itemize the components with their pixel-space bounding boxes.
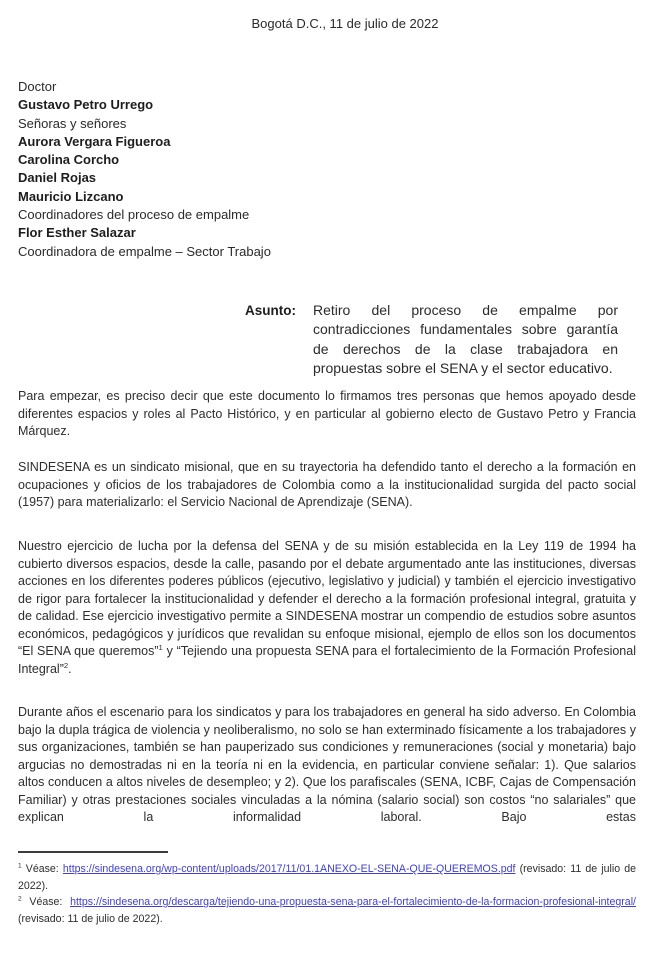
footnote-2-link[interactable]: https://sindesena.org/descarga/tejiendo-una-propuesta-sena-para-el-fortalecimiento-de-la-formacion-profesional-integral/: [70, 896, 636, 909]
recipient-line: Coordinadores del proceso de empalme: [18, 207, 250, 223]
paragraph-text: Nuestro ejercicio de lucha por la defensa del SENA y de su misión establecida en la Ley 119 de 1994 ha cubierto diversos espacios, desde la calle, pasando por el debate argumentado ante las instituciones, diversas acciones en los diferentes poderes públicos (ejecutivo, legislativo y judicial) y también el ejercicio investigativo de rigor para fortalecer la institucionalidad y defender el derecho a la formación profesional integral, gratuita y de calidad. Ese ejercicio investigativo permite a SINDESENA mostrar un compendio de estudios sobre asuntos económicos, pedagógicos y jurídicos que revalidan su enfoque misional, ejemplo de ellos son los documentos “El SENA que queremos”: [18, 539, 636, 658]
footnote-separator: [18, 851, 168, 853]
footnote-ref-2: 2: [63, 660, 69, 670]
footnote-2: [18, 894, 636, 927]
paragraph-text: y “Tejiendo una propuesta SENA para el fortalecimiento de la Formación Profesional Integral”: [18, 644, 636, 676]
footnote-ref-1: 1: [158, 642, 163, 652]
footnote-prefix: Véase:: [21, 863, 63, 875]
body-paragraph-4: [18, 704, 636, 827]
footnote-suffix: (revisado: 11 de julio de 2022).: [18, 863, 636, 892]
recipient-line: Daniel Rojas: [18, 170, 97, 186]
recipient-line: Aurora Vergara Figueroa: [18, 133, 171, 149]
paragraph-text: Durante años el escenario para los sindicatos y para los trabajadores en general ha sido adverso. En Colombia bajo la dupla trágica de violencia y neoliberalismo, no solo se han exterminado físicamente a los trabajadores y sus organizaciones, también se han pauperizado sus condiciones y remuneraciones (social y monetaria) bajo argucias no demostradas ni en la teoría ni en la evidencia, en particular conviene señalar: 1). Que salarios altos conducen a altos niveles de desempleo; y 2). Que los parafiscales (SENA, ICBF, Cajas de Compensación Familiar) y otras prestaciones sociales vinculadas a la nómina (salario social) son costos “no salariales” que explican la informalidad laboral. Bajo estas: [18, 705, 636, 824]
recipient-line: Coordinadora de empalme – Sector Trabajo: [18, 243, 271, 259]
recipient-line: Señoras y señores: [18, 115, 127, 131]
subject-block: [245, 301, 618, 378]
footnotes-block: [18, 861, 636, 927]
recipient-line: Doctor: [18, 79, 57, 94]
body-paragraph-2: [18, 459, 636, 512]
recipient-line: Mauricio Lizcano: [18, 188, 124, 204]
date-line: Bogotá D.C., 11 de julio de 2022: [251, 16, 439, 31]
footnote-suffix: (revisado: 11 de julio de 2022).: [18, 912, 163, 925]
body-paragraph-3: [18, 538, 636, 678]
footnote-marker: 2: [18, 895, 22, 903]
body-paragraph-1: [18, 388, 636, 441]
footnote-prefix: Véase:: [21, 896, 71, 909]
footnote-1-link[interactable]: https://sindesena.org/wp-content/uploads/2017/11/01.1ANEXO-EL-SENA-QUE-QUEREMOS.pdf: [62, 863, 516, 875]
recipient-line: Gustavo Petro Urrego: [18, 97, 154, 113]
paragraph-text: .: [68, 661, 72, 676]
subject-text: Retiro del proceso de empalme por contradicciones fundamentales sobre garantía de derechos de la clase trabajadora en propuestas sobre el SENA y el sector educativo.: [313, 302, 618, 376]
recipient-block: [18, 78, 271, 261]
footnote-1: [18, 861, 636, 894]
paragraph-text: Para empezar, es preciso decir que este documento lo firmamos tres personas que hemos apoyado desde diferentes espacios y roles al Pacto Histórico, y en particular al gobierno electo de Gustavo Petro y Francia Márquez.: [18, 389, 636, 438]
paragraph-text: SINDESENA es un sindicato misional, que en su trayectoria ha defendido tanto el derecho a la formación en ocupaciones y oficios de los trabajadores de Colombia como a la institucionalidad surgida del pacto social (1957) para materializarlo: el Servicio Nacional de Aprendizaje (SENA).: [18, 460, 636, 509]
recipient-line: Flor Esther Salazar: [18, 225, 136, 241]
footnote-marker: 1: [18, 862, 22, 870]
subject-label: Asunto:: [245, 303, 296, 318]
recipient-line: Carolina Corcho: [18, 152, 120, 168]
